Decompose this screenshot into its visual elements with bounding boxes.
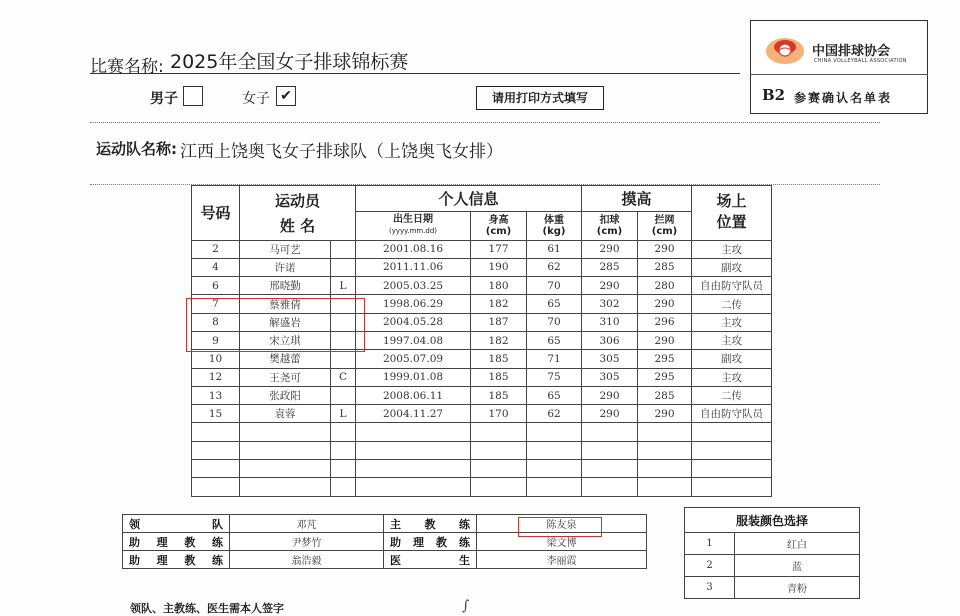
header-number: 号码 <box>192 186 240 241</box>
player-height <box>471 478 527 496</box>
player-number: 7 <box>192 295 240 313</box>
header-position-2: 位置 <box>692 211 772 240</box>
print-instruction: 请用打印方式填写 <box>476 86 604 110</box>
header-name: 姓 名 <box>240 211 356 240</box>
men-checkbox[interactable] <box>183 86 203 106</box>
match-label: 比赛名称: <box>90 57 164 77</box>
leader-name: 邓芃 <box>230 515 384 533</box>
volleyball-logo-icon <box>764 36 806 66</box>
uniform-colour-table <box>684 507 860 599</box>
player-number: 6 <box>192 277 240 295</box>
player-block-reach: 290 <box>638 331 692 349</box>
leader-label: 领 队 <box>123 515 230 533</box>
logo-divider <box>750 74 928 75</box>
player-number: 8 <box>192 313 240 331</box>
player-role <box>331 460 356 478</box>
colour-value: 红白 <box>735 533 860 555</box>
player-position: 自由防守队员 <box>692 277 772 295</box>
player-birthdate <box>356 441 471 459</box>
header-height: 身高 (cm) <box>471 211 527 240</box>
form-title: 参赛确认名单表 <box>794 91 893 105</box>
player-block-reach: 290 <box>638 405 692 423</box>
player-name: 许诺 <box>240 258 331 276</box>
table-row <box>192 386 772 404</box>
player-spike-reach: 290 <box>582 405 638 423</box>
player-weight <box>527 423 582 441</box>
assistant-coach-label: 助 理 教 练 <box>123 551 230 569</box>
player-weight: 65 <box>527 295 582 313</box>
player-spike-reach: 290 <box>582 240 638 258</box>
player-height <box>471 423 527 441</box>
player-position: 主攻 <box>692 240 772 258</box>
form-code: B2 <box>762 86 786 104</box>
player-weight: 62 <box>527 405 582 423</box>
player-name <box>240 423 331 441</box>
men-label: 男子 <box>150 91 178 107</box>
player-role <box>331 478 356 496</box>
head-coach-label: 主 教 练 <box>384 515 477 533</box>
player-number <box>192 441 240 459</box>
player-weight: 71 <box>527 350 582 368</box>
player-spike-reach: 305 <box>582 368 638 386</box>
player-birthdate <box>356 423 471 441</box>
player-birthdate <box>356 460 471 478</box>
player-height: 185 <box>471 368 527 386</box>
player-height: 182 <box>471 331 527 349</box>
player-name <box>240 460 331 478</box>
player-spike-reach: 302 <box>582 295 638 313</box>
player-spike-reach: 290 <box>582 277 638 295</box>
assistant-coach-name: 梁文博 <box>477 533 647 551</box>
player-spike-reach: 310 <box>582 313 638 331</box>
assistant-coach-label: 助 理 教 练 <box>384 533 477 551</box>
player-name: 邢晓勤 <box>240 277 331 295</box>
player-birthdate: 2001.08.16 <box>356 240 471 258</box>
player-height: 170 <box>471 405 527 423</box>
player-weight: 70 <box>527 313 582 331</box>
player-height: 180 <box>471 277 527 295</box>
women-label: 女子 <box>242 91 270 107</box>
colour-no: 2 <box>685 555 735 577</box>
player-position: 主攻 <box>692 331 772 349</box>
table-row <box>192 405 772 423</box>
player-role: L <box>331 405 356 423</box>
player-number <box>192 460 240 478</box>
player-weight: 65 <box>527 386 582 404</box>
player-birthdate: 2005.03.25 <box>356 277 471 295</box>
dotted-divider <box>90 122 880 123</box>
player-role <box>331 386 356 404</box>
player-height: 187 <box>471 313 527 331</box>
player-name: 解盛岩 <box>240 313 331 331</box>
header-position: 场上 <box>692 186 772 212</box>
player-role <box>331 350 356 368</box>
header-spike: 扣球 (cm) <box>582 211 638 240</box>
player-block-reach: 285 <box>638 258 692 276</box>
table-row <box>192 240 772 258</box>
player-block-reach <box>638 441 692 459</box>
player-number: 4 <box>192 258 240 276</box>
player-name: 马可艺 <box>240 240 331 258</box>
player-name: 樊越蕾 <box>240 350 331 368</box>
player-birthdate: 2004.05.28 <box>356 313 471 331</box>
assistant-coach-name: 翁浩毅 <box>230 551 384 569</box>
player-position <box>692 478 772 496</box>
table-row <box>192 441 772 459</box>
player-role <box>331 441 356 459</box>
player-weight <box>527 478 582 496</box>
player-position: 二传 <box>692 295 772 313</box>
team-label: 运动队名称: <box>96 140 177 158</box>
table-row <box>192 350 772 368</box>
header-birth: 出生日期 (yyyy.mm.dd) <box>356 211 471 240</box>
player-position: 二传 <box>692 386 772 404</box>
player-spike-reach: 305 <box>582 350 638 368</box>
colour-no: 1 <box>685 533 735 555</box>
player-role <box>331 258 356 276</box>
player-number <box>192 423 240 441</box>
player-block-reach: 290 <box>638 295 692 313</box>
player-name <box>240 441 331 459</box>
player-position: 自由防守队员 <box>692 405 772 423</box>
player-spike-reach <box>582 441 638 459</box>
doctor-name: 李丽霞 <box>477 551 647 569</box>
header-personal-info: 个人信息 <box>356 186 582 212</box>
association-name-en: CHINA VOLLEYBALL ASSOCIATION <box>814 58 907 64</box>
player-position <box>692 423 772 441</box>
player-height <box>471 441 527 459</box>
player-name: 宋立琪 <box>240 331 331 349</box>
head-coach-name: 陈友泉 <box>477 515 647 533</box>
player-weight <box>527 441 582 459</box>
player-number: 15 <box>192 405 240 423</box>
player-block-reach: 285 <box>638 386 692 404</box>
header-block: 拦网 (cm) <box>638 211 692 240</box>
player-block-reach: 295 <box>638 350 692 368</box>
player-name: 袁蓉 <box>240 405 331 423</box>
signature-note: 领队、主教练、医生需本人签字 <box>130 602 284 615</box>
table-row <box>192 423 772 441</box>
player-weight: 65 <box>527 331 582 349</box>
player-number: 10 <box>192 350 240 368</box>
player-height: 185 <box>471 386 527 404</box>
player-spike-reach <box>582 478 638 496</box>
player-position <box>692 441 772 459</box>
header-reach: 摸高 <box>582 186 692 212</box>
signature-mark: ∫ <box>462 598 470 614</box>
player-block-reach: 280 <box>638 277 692 295</box>
player-name <box>240 478 331 496</box>
player-birthdate: 2005.07.09 <box>356 350 471 368</box>
player-height: 185 <box>471 350 527 368</box>
assistant-coach-name: 尹梦竹 <box>230 533 384 551</box>
women-checkbox[interactable]: ✔ <box>276 86 296 106</box>
player-position <box>692 460 772 478</box>
player-birthdate: 2011.11.06 <box>356 258 471 276</box>
player-block-reach <box>638 478 692 496</box>
player-number: 13 <box>192 386 240 404</box>
table-row <box>192 368 772 386</box>
player-block-reach: 290 <box>638 240 692 258</box>
colour-value: 蓝 <box>735 555 860 577</box>
player-spike-reach: 290 <box>582 386 638 404</box>
match-name: 2025年全国女子排球锦标赛 <box>170 51 409 73</box>
player-role <box>331 423 356 441</box>
player-birthdate <box>356 478 471 496</box>
player-height <box>471 460 527 478</box>
player-spike-reach <box>582 423 638 441</box>
header-weight: 体重 (kg) <box>527 211 582 240</box>
assistant-coach-label: 助 理 教 练 <box>123 533 230 551</box>
player-birthdate: 2008.06.11 <box>356 386 471 404</box>
doctor-label: 医 生 <box>384 551 477 569</box>
highlight-box <box>186 298 365 352</box>
player-block-reach <box>638 460 692 478</box>
player-height: 182 <box>471 295 527 313</box>
highlight-box <box>518 517 602 537</box>
player-role <box>331 240 356 258</box>
player-position: 副攻 <box>692 258 772 276</box>
colour-title: 服装颜色选择 <box>685 508 860 533</box>
player-birthdate: 1999.01.08 <box>356 368 471 386</box>
player-spike-reach <box>582 460 638 478</box>
player-name: 张政阳 <box>240 386 331 404</box>
player-weight: 70 <box>527 277 582 295</box>
player-name: 王尧可 <box>240 368 331 386</box>
player-number <box>192 478 240 496</box>
table-row <box>192 258 772 276</box>
player-number: 2 <box>192 240 240 258</box>
player-position: 主攻 <box>692 313 772 331</box>
player-block-reach: 295 <box>638 368 692 386</box>
player-birthdate: 2004.11.27 <box>356 405 471 423</box>
player-weight <box>527 460 582 478</box>
colour-value: 青粉 <box>735 577 860 599</box>
player-birthdate: 1997.04.08 <box>356 331 471 349</box>
player-position: 副攻 <box>692 350 772 368</box>
player-height: 190 <box>471 258 527 276</box>
colour-no: 3 <box>685 577 735 599</box>
table-row <box>192 460 772 478</box>
player-role: L <box>331 277 356 295</box>
player-weight: 62 <box>527 258 582 276</box>
player-spike-reach: 306 <box>582 331 638 349</box>
team-name: 江西上饶奥飞女子排球队（上饶奥飞女排） <box>180 142 503 162</box>
player-block-reach <box>638 423 692 441</box>
player-weight: 61 <box>527 240 582 258</box>
player-name: 蔡雅倩 <box>240 295 331 313</box>
table-row <box>192 277 772 295</box>
player-spike-reach: 285 <box>582 258 638 276</box>
player-number: 9 <box>192 331 240 349</box>
table-row <box>192 478 772 496</box>
player-height: 177 <box>471 240 527 258</box>
player-birthdate: 1998.06.29 <box>356 295 471 313</box>
player-weight: 75 <box>527 368 582 386</box>
association-name: 中国排球协会 <box>812 44 891 59</box>
player-number: 12 <box>192 368 240 386</box>
player-role: C <box>331 368 356 386</box>
player-block-reach: 296 <box>638 313 692 331</box>
header-athlete: 运动员 <box>240 186 356 212</box>
player-position: 主攻 <box>692 368 772 386</box>
